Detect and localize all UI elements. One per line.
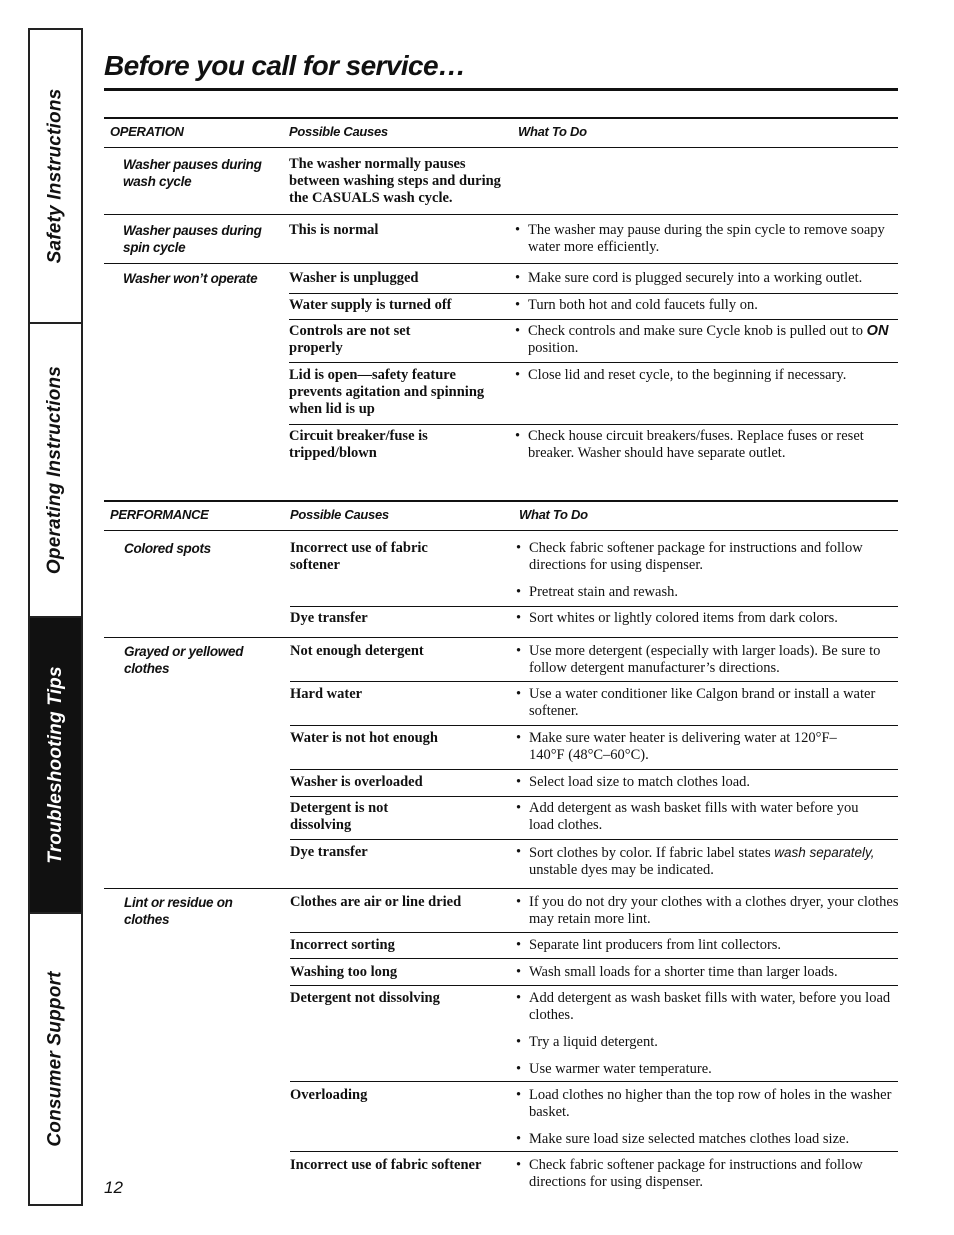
table-top-rule <box>104 500 898 502</box>
tab-consumer-support[interactable]: Consumer Support <box>44 971 66 1147</box>
fix-text: • Wash small loads for a shorter time than larger loads. <box>516 964 904 981</box>
fix-text: • If you do not dry your clothes with a clothes dryer, your clothes may retain more lint. <box>516 894 899 928</box>
problem-washer-wont-operate: Washer won’t operate <box>123 271 258 286</box>
row-rule <box>289 362 898 363</box>
header-rule <box>104 530 898 531</box>
fix-text: • Check controls and make sure Cycle knob is pulled out to ON position. <box>515 323 903 357</box>
row-rule <box>289 293 898 294</box>
fix-text: • Close lid and reset cycle, to the beginning if necessary. <box>515 367 903 384</box>
fix-text: • Select load size to match clothes load. <box>516 774 904 791</box>
fix-text: • Turn both hot and cold faucets fully on. <box>515 297 903 314</box>
row-rule <box>290 769 898 770</box>
row-rule <box>290 958 898 959</box>
operation-header: OPERATION <box>110 124 184 139</box>
fix-text: • Make sure cord is plugged securely into a working outlet. <box>515 270 903 287</box>
row-rule <box>290 796 898 797</box>
cause-text: Incorrect sorting <box>290 937 395 953</box>
fix-text: • Sort clothes by color. If fabric label states wash separately, unstable dyes may be indicated. <box>516 844 904 879</box>
cause-text: Circuit breaker/fuse is tripped/blown <box>289 428 428 461</box>
row-rule <box>290 839 898 840</box>
fix-text: • Use a water conditioner like Calgon brand or install a water softener. <box>516 686 879 720</box>
fix-text: • Pretreat stain and rewash. <box>516 584 904 601</box>
fix-text: • Separate lint producers from lint collectors. <box>516 937 904 954</box>
cause-text: Dye transfer <box>290 610 368 626</box>
fix-text: • Load clothes no higher than the top row of holes in the washer basket. <box>516 1087 899 1121</box>
fix-text: • The washer may pause during the spin cycle to remove soapy water more efficiently. <box>515 222 903 256</box>
row-rule <box>290 985 898 986</box>
fix-text: • Check fabric softener package for instructions and follow directions for using dispenser. <box>516 540 904 574</box>
row-rule <box>290 606 898 607</box>
table-top-rule <box>104 117 898 119</box>
row-rule <box>104 263 898 264</box>
cause-text: Incorrect use of fabric softener <box>290 1157 482 1173</box>
row-rule <box>104 214 898 215</box>
fix-text: • Add detergent as wash basket fills with water before you load clothes. <box>516 800 879 834</box>
problem-washer-pauses-spin: Washer pauses during spin cycle <box>123 223 262 255</box>
fix-text: • Make sure load size selected matches clothes load size. <box>516 1131 904 1148</box>
page-title: Before you call for service… <box>104 50 466 81</box>
cause-text: This is normal <box>289 222 379 238</box>
cause-text: Not enough detergent <box>290 643 424 659</box>
tab-safety-instructions[interactable]: Safety Instructions <box>30 30 81 324</box>
cause-text: Incorrect use of fabric softener <box>290 540 428 573</box>
fix-text: • Sort whites or lightly colored items from dark colors. <box>516 610 904 627</box>
fix-text: • Check fabric softener package for instructions and follow directions for using dispenser. <box>516 1157 904 1191</box>
what-to-do-header: What To Do <box>518 124 587 139</box>
title-rule <box>104 88 898 91</box>
problem-lint-residue: Lint or residue on clothes <box>124 895 233 927</box>
cause-text: Washer is unplugged <box>289 270 419 286</box>
row-rule <box>290 725 898 726</box>
cause-text: Controls are not set properly <box>289 323 411 356</box>
tab-troubleshooting-tips[interactable]: Troubleshooting Tips <box>30 618 81 914</box>
cause-text: Detergent is not dissolving <box>290 800 389 833</box>
row-rule <box>290 1151 898 1152</box>
fix-text: • Try a liquid detergent. <box>516 1034 904 1051</box>
cause-text: Overloading <box>290 1087 368 1103</box>
cause-text: Dye transfer <box>290 844 368 860</box>
row-rule <box>290 1081 898 1082</box>
what-to-do-header: What To Do <box>519 507 588 522</box>
cause-text: Detergent not dissolving <box>290 990 440 1006</box>
row-rule <box>290 681 898 682</box>
fix-text: • Add detergent as wash basket fills with water, before you load clothes. <box>516 990 899 1024</box>
row-rule <box>289 424 898 425</box>
cause-text: Water supply is turned off <box>289 297 452 313</box>
problem-grayed-yellowed: Grayed or yellowed clothes <box>124 644 244 676</box>
fix-text: • Use more detergent (especially with larger loads). Be sure to follow detergent manufacturer’s directions. <box>516 643 889 677</box>
page-number: 12 <box>104 1178 123 1197</box>
fix-text: • Check house circuit breakers/fuses. Replace fuses or reset breaker. Washer should have separate outlet. <box>515 428 888 462</box>
possible-causes-header: Possible Causes <box>290 507 389 522</box>
cause-text: Clothes are air or line dried <box>290 894 462 910</box>
row-rule <box>289 319 898 320</box>
header-rule <box>104 147 898 148</box>
problem-colored-spots: Colored spots <box>124 541 211 556</box>
fix-text: • Use warmer water temperature. <box>516 1061 904 1078</box>
cause-text: The washer normally pauses between washing steps and during the CASUALS wash cycle. <box>289 156 501 206</box>
row-rule <box>104 637 898 638</box>
cause-text: Washer is overloaded <box>290 774 423 790</box>
cause-text: Washing too long <box>290 964 398 980</box>
cause-text: Water is not hot enough <box>290 730 438 746</box>
tab-operating-instructions[interactable]: Operating Instructions <box>30 324 81 618</box>
problem-washer-pauses-wash: Washer pauses during wash cycle <box>123 157 262 189</box>
row-rule <box>104 888 898 889</box>
fix-text: • Make sure water heater is delivering water at 120°F–140°F (48°C–60°C). <box>516 730 849 764</box>
cause-text: Hard water <box>290 686 363 702</box>
performance-header: PERFORMANCE <box>110 507 209 522</box>
possible-causes-header: Possible Causes <box>289 124 388 139</box>
cause-text: Lid is open—safety feature prevents agitation and spinning when lid is up <box>289 367 485 417</box>
side-tabs <box>28 28 83 1206</box>
row-rule <box>290 932 898 933</box>
